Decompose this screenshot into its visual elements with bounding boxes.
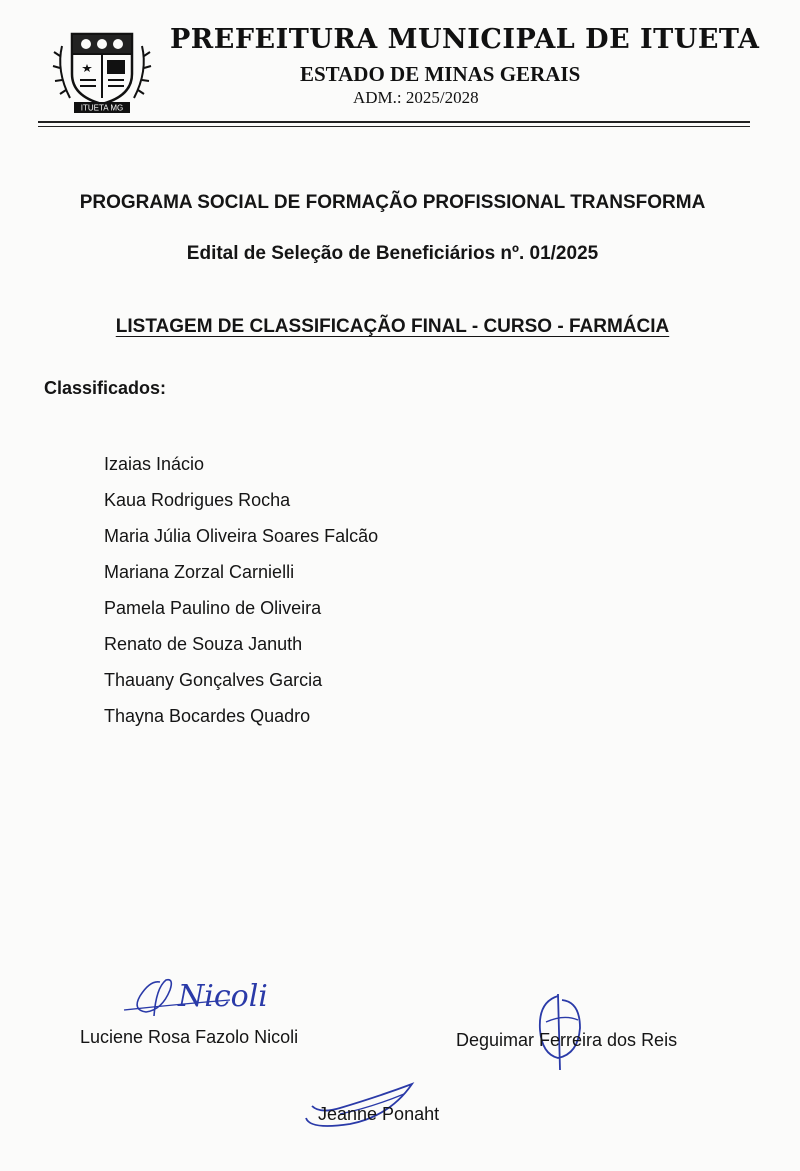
list-item: Maria Júlia Oliveira Soares Falcão (104, 526, 379, 546)
list-item: Renato de Souza Januth (104, 634, 303, 654)
signature-left-handwriting: Nicoli (178, 979, 268, 1014)
list-item: Pamela Paulino de Oliveira (104, 598, 322, 618)
administration-term: ADM.: 2025/2028 (353, 88, 479, 107)
list-item: Thayna Bocardes Quadro (104, 706, 311, 726)
municipal-crest-logo (52, 16, 152, 116)
list-item: Kaua Rodrigues Rocha (104, 490, 291, 510)
signature-left-mark (120, 970, 280, 1030)
state-title: ESTADO DE MINAS GERAIS (300, 62, 581, 86)
signature-bottom-name: Jeanne Ponaht (318, 1104, 440, 1124)
municipality-title: PREFEITURA MUNICIPAL DE ITUETA (170, 24, 760, 55)
listing-title: LISTAGEM DE CLASSIFICAÇÃO FINAL - CURSO - FARMÁCIA (115, 316, 670, 337)
header-rule-bottom (38, 126, 750, 127)
header-rule-top (38, 121, 750, 123)
crest-text: ITUETA MG (80, 103, 124, 113)
section-label: Classificados: (44, 378, 167, 398)
list-item: Mariana Zorzal Carnielli (104, 562, 295, 582)
edital-title: Edital de Seleção de Beneficiários nº. 01/2025 (186, 243, 599, 264)
list-item: Izaias Inácio (104, 454, 205, 474)
signature-right-name: Deguimar Ferreira dos Reis (456, 1030, 678, 1050)
classified-list (104, 452, 378, 740)
list-item: Thauany Gonçalves Garcia (104, 670, 323, 690)
signature-left-name: Luciene Rosa Fazolo Nicoli (80, 1027, 299, 1047)
program-title: PROGRAMA SOCIAL DE FORMAÇÃO PROFISSIONAL TRANSFORMA (79, 192, 706, 213)
